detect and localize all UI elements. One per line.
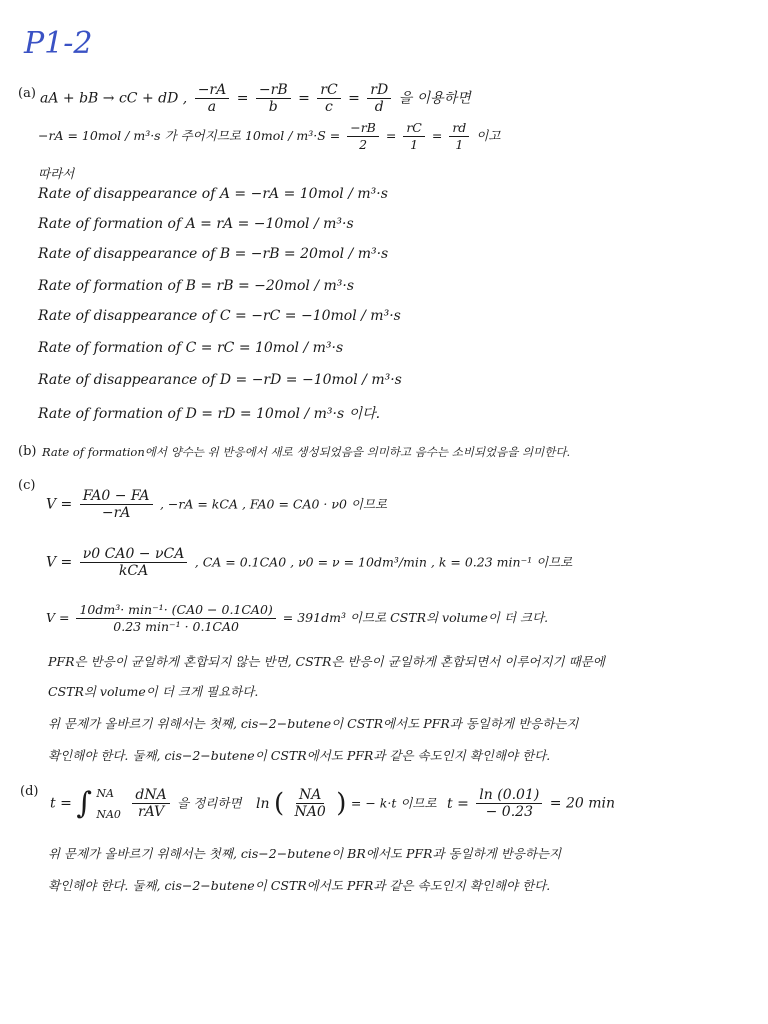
- ratio-rB-2: $\frac{-rB}{2}$: [347, 120, 379, 153]
- equals-sign: =: [348, 90, 360, 107]
- left-paren: (: [273, 788, 285, 819]
- integral-limits: NA NA0: [96, 786, 121, 821]
- rate-line: Rate of disappearance of B = −rB = 20mol / m³·s: [38, 246, 389, 262]
- part-d-label: (d): [20, 784, 39, 799]
- time-lhs-2: t =: [447, 795, 469, 812]
- volume-lhs: V =: [46, 554, 73, 571]
- part-d-eq: [50, 786, 615, 821]
- part-a-label: (a): [18, 86, 36, 101]
- ln-operator: ln: [255, 795, 270, 812]
- first-order-text: = − k·t 이므로: [350, 795, 437, 811]
- right-paren: ): [336, 788, 347, 819]
- ratio-rD-d: $\frac{rD}{d}$: [367, 82, 391, 115]
- design-equation-fraction: $\frac{FA0 - FA}{-rA}$: [80, 488, 153, 521]
- ratio-rB-b: $\frac{-rB}{b}$: [256, 82, 291, 115]
- ratio-rC-c: $\frac{rC}{c}$: [317, 82, 340, 115]
- line1-tail: 을 이용하면: [398, 90, 471, 107]
- given-rate: −rA = 10mol / m³·s 가 주어지므로 10mol / m³·S =: [38, 128, 341, 143]
- volume-lhs: V =: [46, 610, 70, 625]
- part-c-eq1: [46, 488, 387, 521]
- rearrange-text: 을 정리하면: [177, 795, 242, 811]
- rate-line: Rate of formation of B = rB = −20mol / m³·s: [38, 278, 355, 294]
- part-b-text: Rate of formation에서 양수는 위 반응에서 새로 생성되었음을 의미하고 음수는 소비되었음을 의미한다.: [42, 445, 571, 459]
- numeric-fraction: $\frac{\text{10dm³· min⁻¹· (CA0 − 0.1CA0)}}{\text{0.23 min⁻¹ · 0.1CA0}}$: [76, 602, 275, 635]
- integral-sign: ∫: [76, 786, 92, 821]
- eq1-tail: , −rA = kCA , FA0 = CA0 · ν0 이므로: [159, 496, 388, 512]
- equals-sign: =: [385, 128, 397, 143]
- ratio-rC-1: $\frac{rC}{1}$: [403, 120, 425, 153]
- therefore-text: 따라서: [38, 166, 75, 181]
- rate-line: Rate of disappearance of D = −rD = −10mol / m³·s: [38, 372, 402, 388]
- time-fraction: $\frac{\ln (0.01)}{- 0.23}$: [476, 787, 542, 820]
- equals-sign: =: [431, 128, 443, 143]
- substituted-fraction: $\frac{\text{ν0 CA0 − νCA}}{\text{kCA}}$: [80, 546, 188, 579]
- rate-line: Rate of formation of C = rC = 10mol / m³·s: [38, 340, 344, 356]
- integrand-fraction: $\frac{\text{dNA}}{\text{rAV}}$: [132, 787, 169, 820]
- part-c-para-line: 위 문제가 올바르기 위해서는 첫째, cis−2−butene이 CSTR에서도 PFR과 동일하게 반응하는지: [48, 716, 579, 731]
- rate-line: Rate of formation of A = rA = −10mol / m³·s: [38, 216, 354, 232]
- part-c-label: (c): [18, 478, 36, 493]
- rate-line: Rate of disappearance of C = −rC = −10mol / m³·s: [38, 308, 401, 324]
- ln-ratio-fraction: $\frac{NA}{NA0}$: [294, 787, 326, 820]
- rate-line: Rate of formation of D = rD = 10mol / m³·s 이다.: [38, 406, 381, 422]
- volume-lhs: V =: [46, 496, 73, 513]
- part-d-para-line: 위 문제가 올바르기 위해서는 첫째, cis−2−butene이 BR에서도 PFR과 동일하게 반응하는지: [48, 846, 562, 861]
- part-b-label: (b): [18, 444, 37, 459]
- page-title: P1-2: [24, 26, 93, 61]
- part-c-eq2: [46, 546, 572, 579]
- part-d-para-line: 확인해야 한다. 둘째, cis−2−butene이 CSTR에서도 PFR과 같은 속도인지 확인해야 한다.: [48, 878, 551, 893]
- part-c-para-line: PFR은 반응이 균일하게 혼합되지 않는 반면, CSTR은 반응이 균일하게 혼합되면서 이루어지기 때문에: [48, 654, 605, 669]
- line2-tail: 이고: [476, 128, 501, 143]
- part-c-eq3: [46, 602, 548, 635]
- part-c-para-line: CSTR의 volume이 더 크게 필요하다.: [48, 684, 259, 699]
- part-c-para-line: 확인해야 한다. 둘째, cis−2−butene이 CSTR에서도 PFR과 같은 속도인지 확인해야 한다.: [48, 748, 551, 763]
- time-lhs: t =: [50, 795, 72, 812]
- equals-sign: =: [236, 90, 249, 107]
- reaction-equation: aA + bB → cC + dD ,: [40, 90, 188, 107]
- ratio-rd-1: $\frac{rd}{1}$: [449, 120, 469, 153]
- part-a-line1: [40, 82, 471, 115]
- part-a-line2: [38, 120, 500, 153]
- time-result: = 20 min: [549, 795, 615, 812]
- equals-sign: =: [298, 90, 310, 107]
- eq2-tail: , CA = 0.1CA0 , ν0 = ν = 10dm³/min , k = 0.23 min⁻¹ 이므로: [194, 554, 573, 570]
- ratio-rA-a: $\frac{-rA}{a}$: [195, 82, 230, 115]
- rate-line: Rate of disappearance of A = −rA = 10mol / m³·s: [38, 186, 388, 202]
- eq3-tail: = 391dm³ 이므로 CSTR의 volume이 더 크다.: [282, 610, 549, 625]
